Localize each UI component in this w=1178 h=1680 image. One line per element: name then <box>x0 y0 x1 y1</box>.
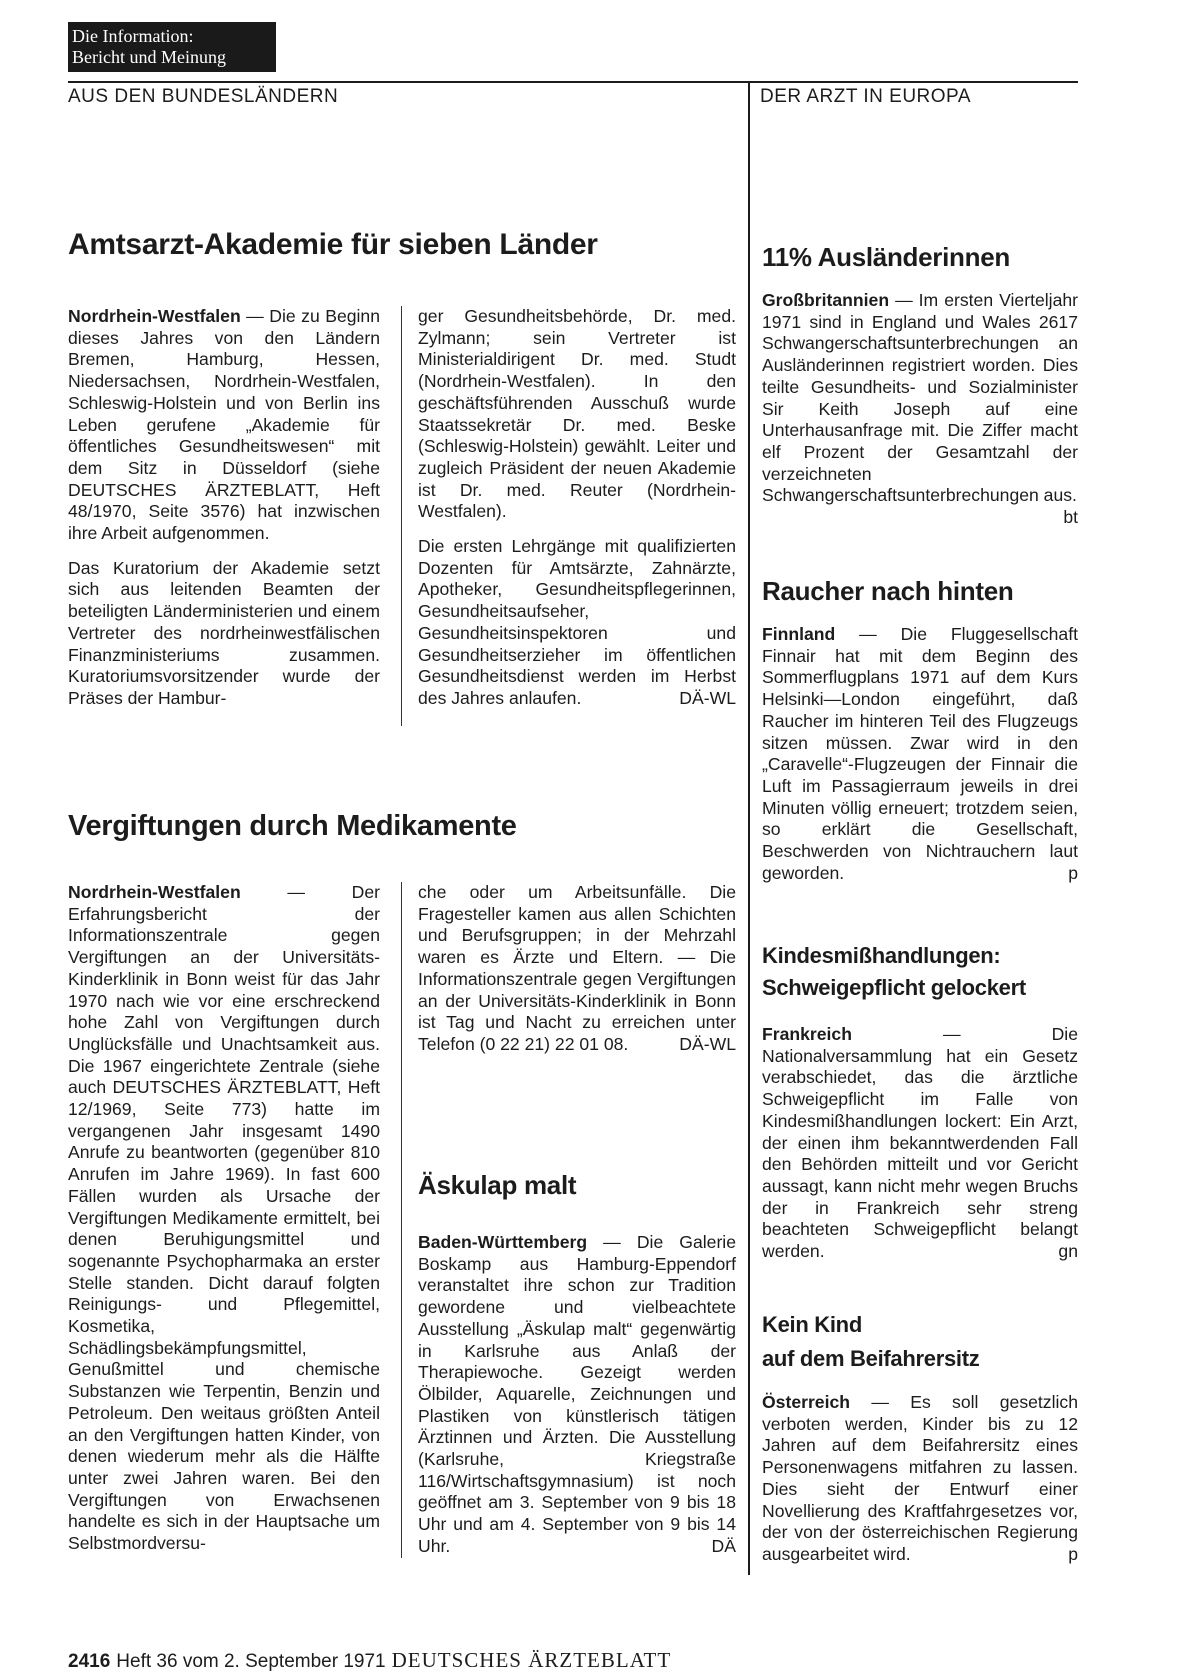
kicker: Frankreich <box>762 1024 852 1044</box>
article-raucher-body <box>762 624 1078 884</box>
title-line-2: Schweigepflicht gelockert <box>762 975 1026 1000</box>
article-amtsarzt-col1 <box>68 306 380 710</box>
article-title-auslaenderinnen: 11% Ausländerinnen <box>762 242 1010 272</box>
body-text: — Die Nationalversammlung hat ein Gesetz verabschiedet, das die ärztliche Schweigepflicht im Falle von Kindesmißhandlungen lockert: Ein Arzt, der einen ihm bekanntwerdenden Fall den Behörden mitteilt und vor Gericht aussagt, kann nicht mehr wegen Bruchs der in Frankreich sehr streng beachteten Schweigepflicht belangt werden. <box>762 1024 1078 1262</box>
signature: DÄ <box>711 1535 736 1556</box>
article-title-beifahrer <box>762 1308 979 1376</box>
article-title-raucher: Raucher nach hinten <box>762 576 1014 606</box>
section-label-right: DER ARZT IN EUROPA <box>760 86 971 107</box>
magazine-name: DEUTSCHES ÄRZTEBLATT <box>391 1648 672 1672</box>
body-text: — Im ersten Vierteljahr 1971 sind in England und Wales 2617 Schwangerschaftsunterbrechungen an Ausländerinnen registriert worden. Dies teilte Gesundheits- und Sozialminister Sir Keith Joseph auf eine Unterhausanfrage mit. Die Ziffer macht elf Prozent der Gesamtzahl der verzeichneten Schwangerschaftsunterbrechungen aus. <box>762 290 1078 506</box>
rubric-badge <box>68 22 276 72</box>
badge-line-2: Bericht und Meinung <box>72 47 226 67</box>
signature: p <box>1068 862 1078 883</box>
article-auslaenderinnen-body <box>762 290 1078 529</box>
article-title-askulap: Äskulap malt <box>418 1170 577 1200</box>
article-askulap-body <box>418 1232 736 1558</box>
body-text: che oder um Arbeitsunfälle. Die Fragesteller kamen aus allen Schichten und Berufsgruppen; in der Mehrzahl waren es Ärzte und Eltern. — Die Informationszentrale gegen Vergiftungen an der Universitäts-Kinderklinik in Bonn ist Tag und Nacht zu erreichen unter Telefon (0 22 21) 22 01 08. <box>418 882 736 1054</box>
signature: DÄ-WL <box>679 1033 736 1054</box>
page-number: 2416 <box>68 1651 111 1672</box>
section-label-left: AUS DEN BUNDESLÄNDERN <box>68 86 339 107</box>
column-rule <box>401 306 402 726</box>
article-beifahrer-body <box>762 1392 1078 1566</box>
kicker: Nordrhein-Westfalen <box>68 306 241 326</box>
body-text: — Es soll gesetzlich verboten werden, Kinder bis zu 12 Jahren auf dem Beifahrersitz eines Personenwagens mitfahren zu lassen. Dies sieht der Entwurf einer Novellierung des Kraftfahrgesetzes vor, der von der österreichischen Regierung ausgearbeitet wird. <box>762 1392 1078 1564</box>
article-vergiftungen-col1 <box>68 882 380 1555</box>
body-text: — Der Erfahrungsbericht der Informationszentrale gegen Vergiftungen an der Universitäts-Kinderklinik in Bonn weist für das Jahr 1970 nach wie vor eine erschreckend hohe Zahl von Vergiftungen durch Unglücksfälle und Unachtsamkeit aus. Die 1967 eingerichtete Zentrale (siehe auch DEUTSCHES ÄRZTEBLATT, Heft 12/1969, Seite 773) hatte im vergangenen Jahr insgesamt 1490 Anrufe zu beantworten (gegenüber 810 Anrufen im Jahre 1969). In fast 600 Fällen wurden als Ursache der Vergiftungen Medikamente ermittelt, bei denen Beruhigungsmittel und sogenannte Psychopharmaka an erster Stelle standen. Dicht darauf folgten Reinigungs- und Pflegemittel, Kosmetika, Schädlingsbekämpfungsmittel, Genußmittel und chemische Substanzen wie Terpentin, Benzin und Petroleum. Den weitaus größten Anteil an den Vergiftungen hatten Kinder, von denen wiederum mehr als die Hälfte unter zwei Jahren waren. Bei den Vergiftungen von Erwachsenen handelte es sich in der Hauptsache um Selbstmordversu- <box>68 882 380 1554</box>
body-text: ger Gesundheitsbehörde, Dr. med. Zylmann; sein Vertreter ist Ministerialdirigent Dr. med. Studt (Nordrhein-Westfalen). In den geschäftsführenden Ausschuß wurde Staatssekretär Dr. med. Beske (Schleswig-Holstein) gewählt. Leiter und zugleich Präsident der neuen Akademie ist Dr. med. Reuter (Nordrhein-Westfalen). <box>418 306 736 522</box>
signature: p <box>1068 1543 1078 1564</box>
kicker: Nordrhein-Westfalen <box>68 882 241 902</box>
article-title-vergiftungen: Vergiftungen durch Medikamente <box>68 810 517 842</box>
body-text: — Die Fluggesellschaft Finnair hat mit dem Beginn des Sommerflugplans 1971 auf dem Kurs Helsinki—London eingeführt, daß Raucher im hinteren Teil des Flugzeugs sitzen müssen. Zwar wird in den „Caravelle“-Flugzeugen der Finnair die Luft im Passagierraum jeweils in drei Minuten völlig erneuert; trotzdem seien, so erklärt die Gesellschaft, Beschwerden von Nichtrauchern laut geworden. <box>762 624 1078 883</box>
title-line-1: Kein Kind <box>762 1312 862 1337</box>
article-title-amtsarzt: Amtsarzt-Akademie für sieben Länder <box>68 228 598 261</box>
header-rule <box>68 81 1078 83</box>
article-vergiftungen-col2 <box>418 882 736 1056</box>
signature: DÄ-WL <box>679 687 736 708</box>
column-divider <box>748 83 750 1575</box>
body-text: Das Kuratorium der Akademie setzt sich aus leitenden Beamten der beteiligten Länderministerien und einem Vertreter des nordrheinwestfälischen Finanzministeriums zusammen. Kuratoriumsvorsitzender wurde der Präses der Hambur- <box>68 557 380 708</box>
body-text: — Die Galerie Boskamp aus Hamburg-Eppendorf veranstaltet ihre schon zur Tradition gewordene und vielbeachtete Ausstellung „Äskulap malt“ gegenwärtig in Karlsruhe aus Anlaß der Therapiewoche. Gezeigt werden Ölbilder, Aquarelle, Zeichnungen und Plastiken von künstlerisch tätigen Ärztinnen und Ärzten. Die Ausstellung (Karlsruhe, Kriegstraße 116/Wirtschaftsgymnasium) ist noch geöffnet am 3. September von 9 bis 18 Uhr und am 4. September von 9 bis 14 Uhr. <box>418 1232 736 1556</box>
kicker: Finnland <box>762 624 836 644</box>
column-rule <box>401 882 402 1558</box>
page-footer <box>68 1648 671 1673</box>
article-title-kindes <box>762 940 1026 1004</box>
signature: bt <box>1063 507 1078 528</box>
title-line-2: auf dem Beifahrersitz <box>762 1346 980 1371</box>
kicker: Großbritannien <box>762 290 890 310</box>
kicker: Baden-Württemberg <box>418 1232 588 1252</box>
kicker: Österreich <box>762 1392 851 1412</box>
body-text: — Die zu Beginn dieses Jahres von den Ländern Bremen, Hamburg, Hessen, Niedersachsen, Nordrhein-Westfalen, Schleswig-Holstein und von Berlin ins Leben gerufene „Akademie für öffentliches Gesundheitswesen“ mit dem Sitz in Düsseldorf (siehe DEUTSCHES ÄRZTEBLATT, Heft 48/1970, Seite 3576) hat inzwischen ihre Arbeit aufgenommen. <box>68 306 380 544</box>
issue-info: Heft 36 vom 2. September 1971 <box>116 1651 386 1672</box>
signature: gn <box>1058 1241 1078 1262</box>
title-line-1: Kindesmißhandlungen: <box>762 943 1001 968</box>
body-text: Die ersten Lehrgänge mit qualifizierten Dozenten für Amtsärzte, Zahnärzte, Apotheker, Gesundheitspflegerinnen, Gesundheitsaufseher, Gesundheitsinspektoren und Gesundheitserzieher im öffentlichen Gesundheitsdienst werden im Herbst des Jahres anlaufen. <box>418 536 736 708</box>
article-amtsarzt-col2 <box>418 306 736 710</box>
badge-line-1: Die Information: <box>72 26 194 46</box>
article-kindes-body <box>762 1024 1078 1263</box>
